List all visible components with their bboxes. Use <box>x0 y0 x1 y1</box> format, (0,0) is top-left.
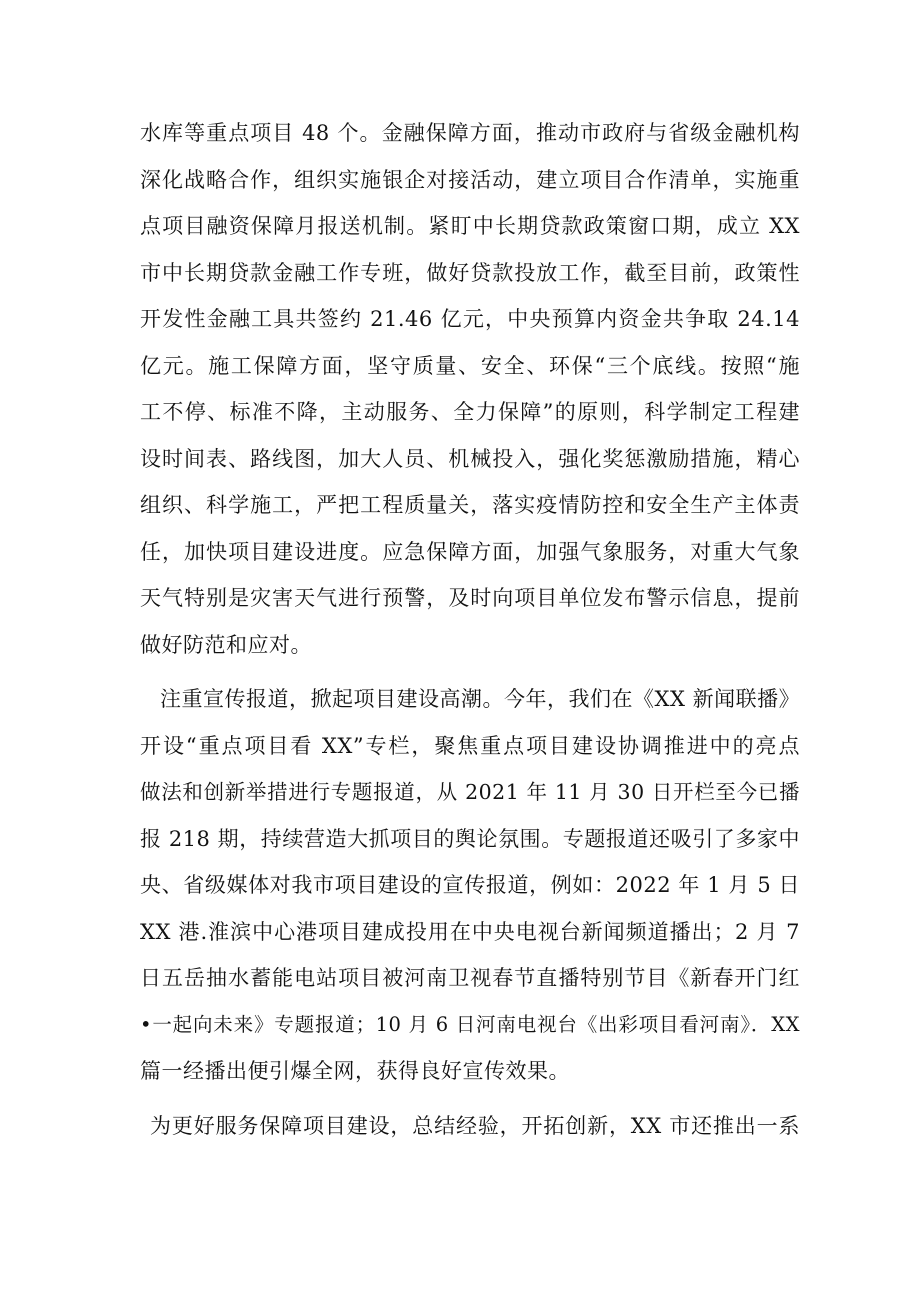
text-line: 注重宣传报道，掀起项目建设高潮。今年，我们在《XX 新闻联播》 <box>160 687 801 711</box>
document-body <box>140 110 800 1149</box>
paragraph-service-innovation <box>140 1103 800 1150</box>
text-line: 篇一经播出便引爆全网，获得良好宣传效果。 <box>140 1059 570 1083</box>
text-line: 亿元。施工保障方面，坚守质量、安全、环保“三个底线。按照“施 <box>140 353 800 378</box>
text-line: 报 218 期，持续营造大抓项目的舆论氛围。专题报道还吸引了多家中 <box>140 826 800 851</box>
text-line: 点项目融资保障月报送机制。紧盯中长期贷款政策窗口期，成立 XX <box>140 214 800 238</box>
text-line: 央、省级媒体对我市项目建设的宣传报道，例如：2022 年 1 月 5 日 <box>140 873 800 897</box>
text-line: 任，加快项目建设进度。应急保障方面，加强气象服务，对重大气象 <box>140 539 800 564</box>
paragraph-publicity-reporting <box>140 676 800 1095</box>
text-line: •一起向未来》专题报道；10 月 6 日河南电视台《出彩项目看河南》．XX <box>140 1012 800 1036</box>
text-line: 深化战略合作，组织实施银企对接活动，建立项目合作清单，实施重 <box>140 167 800 192</box>
text-line: 水库等重点项目 48 个。金融保障方面，推动市政府与省级金融机构 <box>140 121 800 145</box>
text-line: 日五岳抽水蓄能电站项目被河南卫视春节直播特别节目《新春开门红 <box>140 966 800 990</box>
text-line: 设时间表、路线图，加大人员、机械投入，强化奖惩激励措施，精心 <box>140 446 800 471</box>
text-line: 市中长期贷款金融工作专班，做好贷款投放工作，截至目前，政策性 <box>140 260 800 285</box>
text-line: XX 港.淮滨中心港项目建成投用在中央电视台新闻频道播出；2 月 7 <box>140 919 800 944</box>
text-line: 天气特别是灾害天气进行预警，及时向项目单位发布警示信息，提前 <box>140 586 800 610</box>
text-line: 组织、科学施工，严把工程质量关，落实疫情防控和安全生产主体责 <box>140 493 800 517</box>
paragraph-financial-construction-emergency <box>140 110 800 668</box>
text-line: 开设“重点项目看 XX”专栏，聚焦重点项目建设协调推进中的亮点 <box>140 733 800 758</box>
text-line: 做法和创新举措进行专题报道，从 2021 年 11 月 30 日开栏至今已播 <box>140 780 800 804</box>
text-line: 做好防范和应对。 <box>140 632 312 657</box>
text-line: 工不停、标准不降，主动服务、全力保障”的原则，科学制定工程建 <box>140 400 800 424</box>
text-line: 为更好服务保障项目建设，总结经验，开拓创新，XX 市还推出一系 <box>150 1113 800 1138</box>
text-line: 开发性金融工具共签约 21.46 亿元，中央预算内资金共争取 24.14 <box>140 307 800 331</box>
